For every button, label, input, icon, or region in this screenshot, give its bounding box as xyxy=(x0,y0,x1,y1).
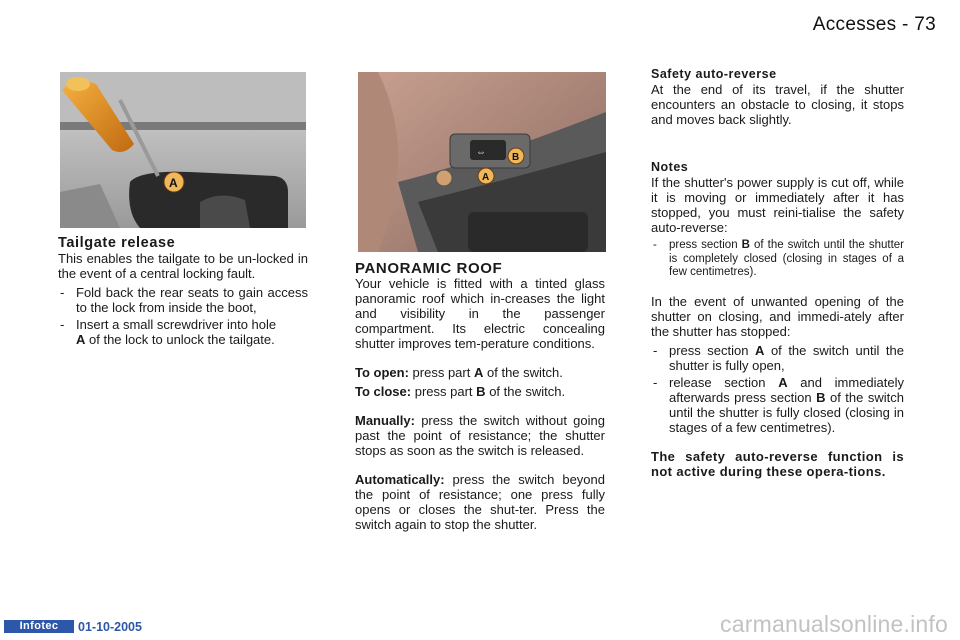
unwanted-steps xyxy=(651,343,904,435)
footer-date: 01-10-2005 xyxy=(78,620,142,634)
safety-heading: Safety auto-reverse xyxy=(651,67,777,81)
photo-label-b: B xyxy=(512,152,520,163)
tailgate-steps xyxy=(58,285,308,347)
tailgate-illustration xyxy=(60,72,306,228)
tailgate-step-2: - Insert a small screwdriver into hole A of the lock to unlock the tailgate. xyxy=(58,317,308,347)
roof-switch-illustration xyxy=(358,72,606,252)
notes-steps xyxy=(651,239,904,280)
svg-text:⇔: ⇔ xyxy=(476,147,486,158)
unwanted-opening-text: In the event of unwanted opening of the shutter on closing, and immedi-ately after the shutter has stopped: xyxy=(651,293,904,339)
tailgate-intro: This enables the tailgate to be un-locked in the event of a central locking fault. xyxy=(58,251,308,281)
notes-step: - press section B of the switch until the shutter is completely closed (closing in stages of a few centimetres). xyxy=(651,239,904,280)
tailgate-photo xyxy=(60,72,306,228)
photo-label-a-roof: A xyxy=(482,172,490,183)
roof-switch-photo xyxy=(358,72,606,252)
safety-warning: The safety auto-reverse function is not active during these opera-tions. xyxy=(651,448,904,479)
safety-text: At the end of its travel, if the shutter encounters an obstacle to closing, it stops and moves back slightly. xyxy=(651,82,904,127)
unwanted-step-2: - release section A and immediately afterwards press section B of the switch until the shutter is fully closed (closing in stages of a few centimetres). xyxy=(651,375,904,435)
page-header: Accesses - 73 xyxy=(812,14,936,35)
photo-label-a: A xyxy=(169,176,178,190)
watermark: carmanualsonline.info xyxy=(720,611,948,637)
middle-column xyxy=(355,261,605,532)
notes-heading: Notes xyxy=(651,160,689,174)
unwanted-step-1: - press section A of the switch until the shutter is fully open, xyxy=(651,343,904,373)
to-open-line: To open: press part A of the switch. xyxy=(355,365,563,380)
right-column xyxy=(651,67,904,479)
manually-paragraph: Manually: press the switch without going past the point of resistance; the shutter stops as soon as the switch is released. xyxy=(355,413,605,458)
infotec-badge: Infotec xyxy=(4,620,74,633)
tailgate-step-1: - Fold back the rear seats to gain access to the lock from inside the boot, xyxy=(58,285,308,315)
left-column xyxy=(58,236,308,349)
notes-text: If the shutter's power supply is cut off, while it is moving or immediately after it has stopped, you must reini-tialise the safety auto-reverse: xyxy=(651,175,904,235)
automatically-paragraph: Automatically: press the switch beyond the point of resistance; one press fully opens or closes the shut-ter. Press the switch again to stop the shutter. xyxy=(355,472,605,532)
to-close-line: To close: press part B of the switch. xyxy=(355,384,566,399)
tailgate-heading: Tailgate release xyxy=(58,235,176,251)
panoramic-roof-intro: Your vehicle is fitted with a tinted glass panoramic roof which in-creases the light and visibility in the passenger compartment. Its electric concealing shutter improves tem-perature conditions. xyxy=(355,276,605,351)
panoramic-roof-heading: PANORAMIC ROOF xyxy=(355,260,503,277)
